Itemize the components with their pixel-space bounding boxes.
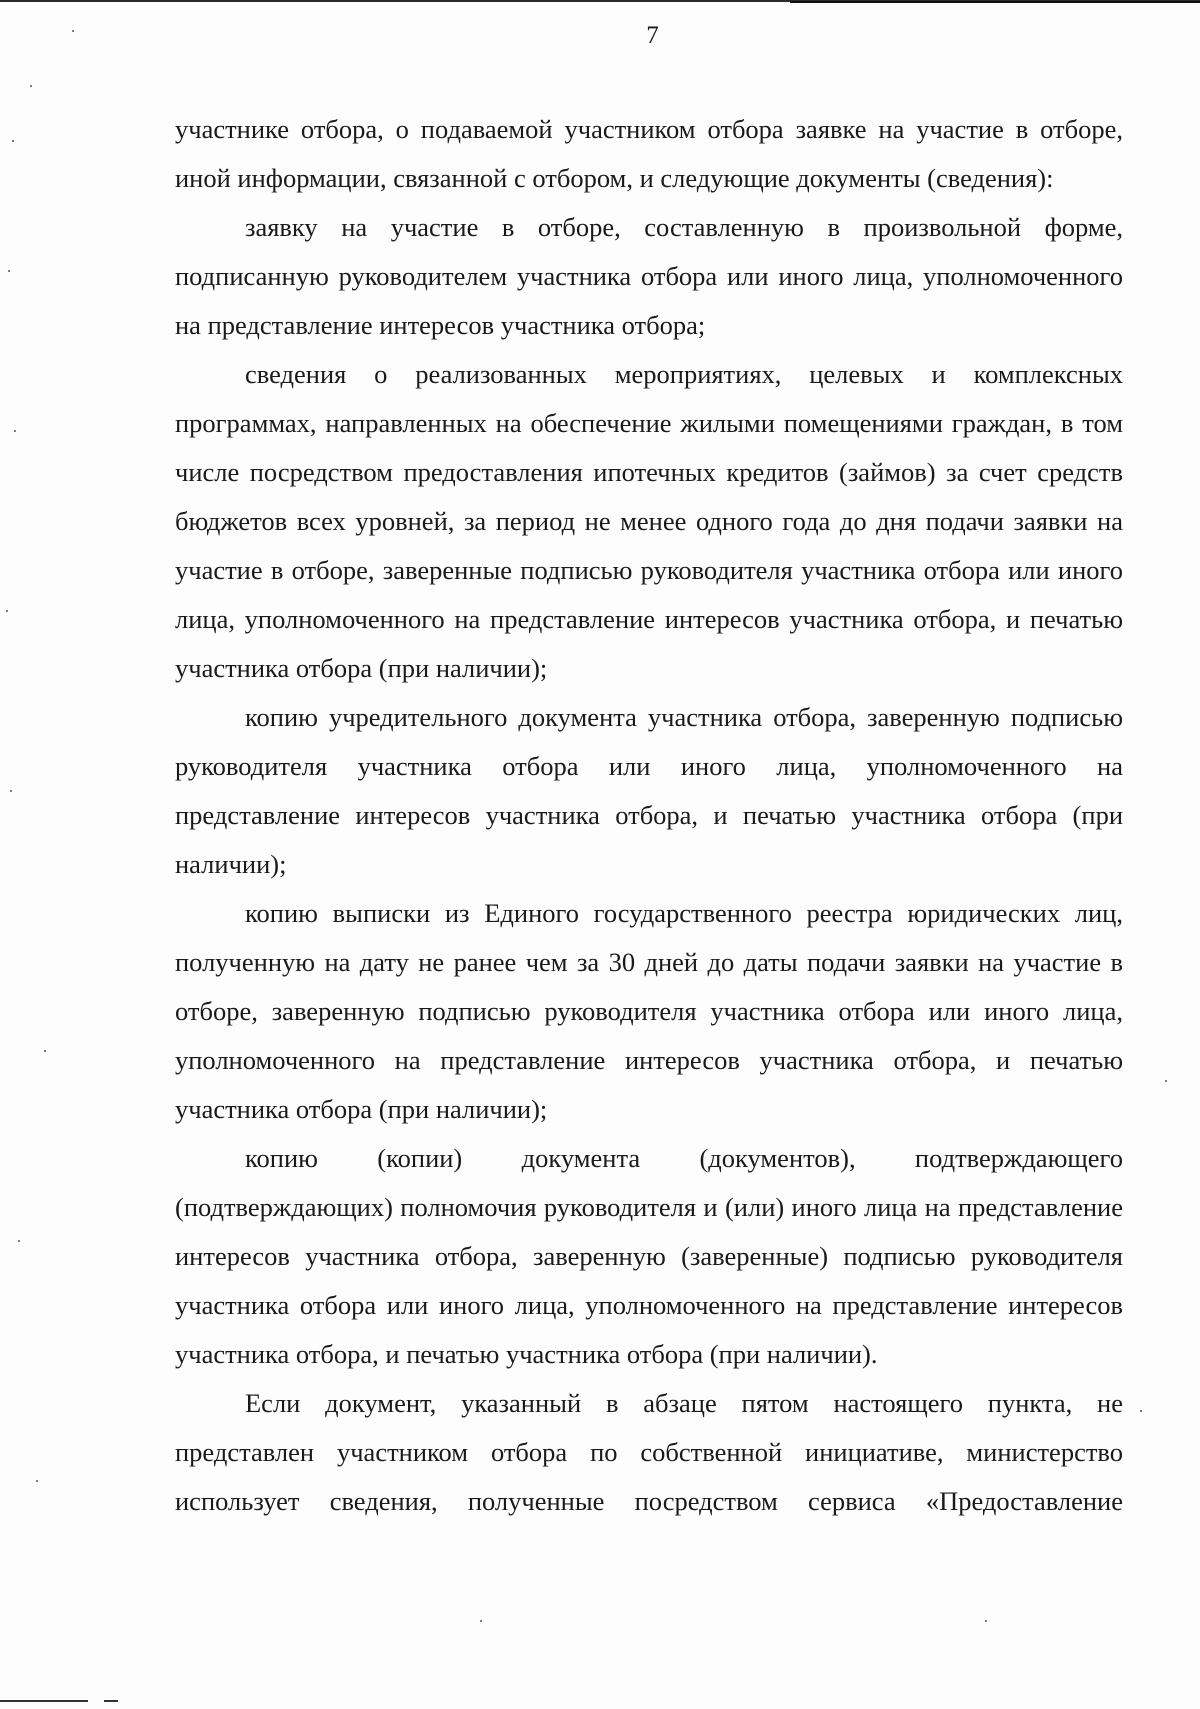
scan-speck <box>14 430 16 432</box>
document-body <box>175 105 1123 1526</box>
scan-speck <box>1140 1410 1142 1412</box>
scan-speck <box>12 140 14 142</box>
scan-speck <box>6 610 8 612</box>
scan-speck <box>8 270 10 272</box>
scan-speck <box>30 85 32 87</box>
scan-speck <box>44 1050 46 1052</box>
scan-speck <box>480 1620 482 1622</box>
top-border-line-right <box>790 1 1200 3</box>
scan-speck <box>10 790 12 792</box>
paragraph-authority-documents: копию (копии) документа (документов), подтверждающего (подтверждающих) полномочия руководителя и (или) иного лица на представление интересов участника отбора, заверенную (заверенные) подписью руководителя участника отбора или иного лица, уполномоченного на представление интересов участника отбора, и печатью участника отбора (при наличии). <box>175 1143 1123 1369</box>
paragraph-if-not-provided: Если документ, указанный в абзаце пятом настоящего пункта, не представлен участником отбора по собственной инициативе, министерство использует сведения, полученные посредством сервиса «Предоставление <box>175 1388 1123 1516</box>
page-number: 7 <box>646 22 659 49</box>
paragraph-continuation: участнике отбора, о подаваемой участником отбора заявке на участие в отборе, иной информации, связанной с отбором, и следующие документы (сведения): <box>175 114 1123 193</box>
paragraph-founding-document: копию учредительного документа участника отбора, заверенную подписью руководителя участника отбора или иного лица, уполномоченного на представление интересов участника отбора, и печатью участника отбора (при наличии); <box>175 702 1123 879</box>
scan-speck <box>1165 1080 1167 1082</box>
scan-speck <box>36 1480 38 1482</box>
scan-speck <box>985 1620 987 1622</box>
paragraph-application: заявку на участие в отборе, составленную в произвольной форме, подписанную руководителем участника отбора или иного лица, уполномоченного на представление интересов участника отбора; <box>175 212 1123 340</box>
scan-speck <box>18 1240 20 1242</box>
bottom-border-line-short <box>104 1700 118 1702</box>
bottom-border-line <box>0 1700 88 1702</box>
paragraph-egrul-extract: копию выписки из Единого государственного реестра юридических лиц, полученную на дату не ранее чем за 30 дней до даты подачи заявки на участие в отборе, заверенную подписью руководителя участника отбора или иного лица, уполномоченного на представление интересов участника отбора, и печатью участника отбора (при наличии); <box>175 898 1123 1124</box>
scan-speck <box>72 30 74 32</box>
paragraph-programs-info: сведения о реализованных мероприятиях, целевых и комплексных программах, направленных на обеспечение жилыми помещениями граждан, в том числе посредством предоставления ипотечных кредитов (займов) за счет средств бюджетов всех уровней, за период не менее одного года до дня подачи заявки на участие в отборе, заверенные подписью руководителя участника отбора или иного лица, уполномоченного на представление интересов участника отбора, и печатью участника отбора (при наличии); <box>175 359 1123 683</box>
